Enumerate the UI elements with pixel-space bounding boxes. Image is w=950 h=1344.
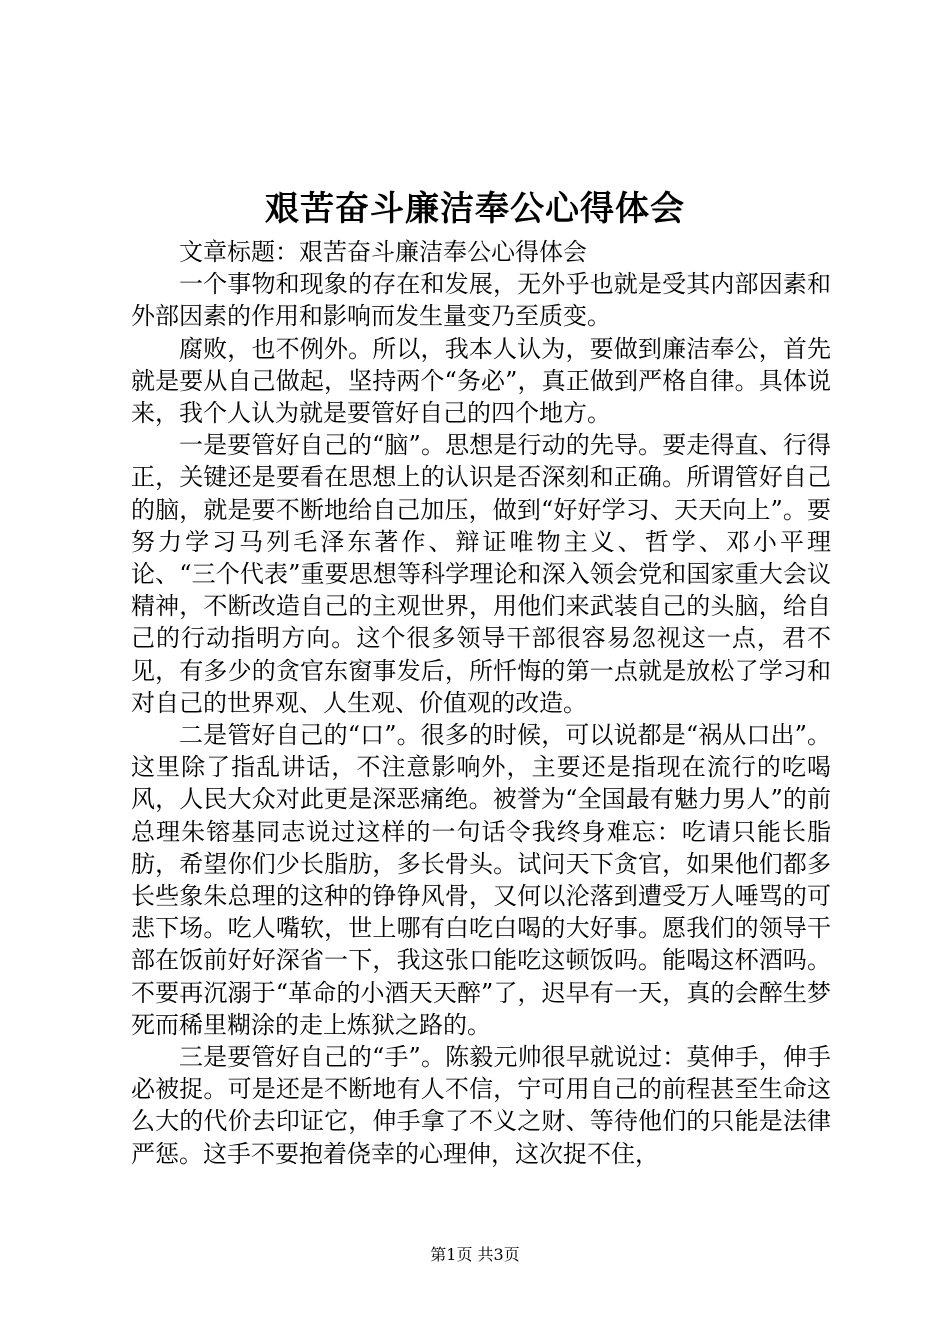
paragraph-brain: 一是要管好自己的“脑”。思想是行动的先导。要走得直、行得正，关键还是要看在思想上的认识是否深刻和正确。所谓管好自己的脑，就是要不断地给自己加压，做到“好好学习、天天向上”。要努力学习马列毛泽东著作、辩证唯物主义、哲学、邓小平理论、“三个代表”重要思想等科学理论和深入领会党和国家重大会议精神，不断改造自己的主观世界，用他们来武装自己的头脑，给自己的行动指明方向。这个很多领导干部很容易忽视这一点，君不见，有多少的贪官东窗事发后，所忏悔的第一点就是放松了学习和对自己的世界观、人生观、价值观的改造。 <box>131 431 831 717</box>
document-title: 艰苦奋斗廉洁奉公心得体会 <box>265 189 685 229</box>
paragraph-hand: 三是要管好自己的“手”。陈毅元帅很早就说过：莫伸手，伸手必被捉。可是还是不断地有人不信，宁可用自己的前程甚至生命这么大的代价去印证它，伸手拿了不义之财、等待他们的只能是法律严惩。这手不要抱着侥幸的心理伸，这次捉不住， <box>131 1043 831 1168</box>
paragraph-article-title: 文章标题：艰苦奋斗廉洁奉公心得体会 <box>179 238 587 266</box>
paragraph-self-discipline: 腐败，也不例外。所以，我本人认为，要做到廉洁奉公，首先就是要从自己做起，坚持两个“务必”，真正做到严格自律。具体说来，我个人认为就是要管好自己的四个地方。 <box>131 334 831 428</box>
paragraph-intro: 一个事物和现象的存在和发展，无外乎也就是受其内部因素和外部因素的作用和影响而发生量变乃至质变。 <box>131 270 831 331</box>
paragraph-mouth: 二是管好自己的“口”。很多的时候，可以说都是“祸从口出”。这里除了指乱讲话，不注意影响外，主要还是指现在流行的吃喝风，人民大众对此更是深恶痛绝。被誉为“全国最有魅力男人”的前总理朱镕基同志说过这样的一句话令我终身难忘：吃请只能长脂肪，希望你们少长脂肪，多长骨头。试问天下贪官，如果他们都多长些象朱总理的这种的铮铮风骨，又何以沦落到遭受万人唾骂的可悲下场。吃人嘴软，世上哪有白吃白喝的大好事。愿我们的领导干部在饭前好好深省一下，我这张口能吃这顿饭吗。能喝这杯酒吗。不要再沉溺于“革命的小酒天天醉”了，迟早有一天，真的会醉生梦死而稀里糊涂的走上炼狱之路的。 <box>131 721 831 1039</box>
page-footer: 第1页 共3页 <box>430 1245 520 1264</box>
document-body <box>131 236 831 1170</box>
